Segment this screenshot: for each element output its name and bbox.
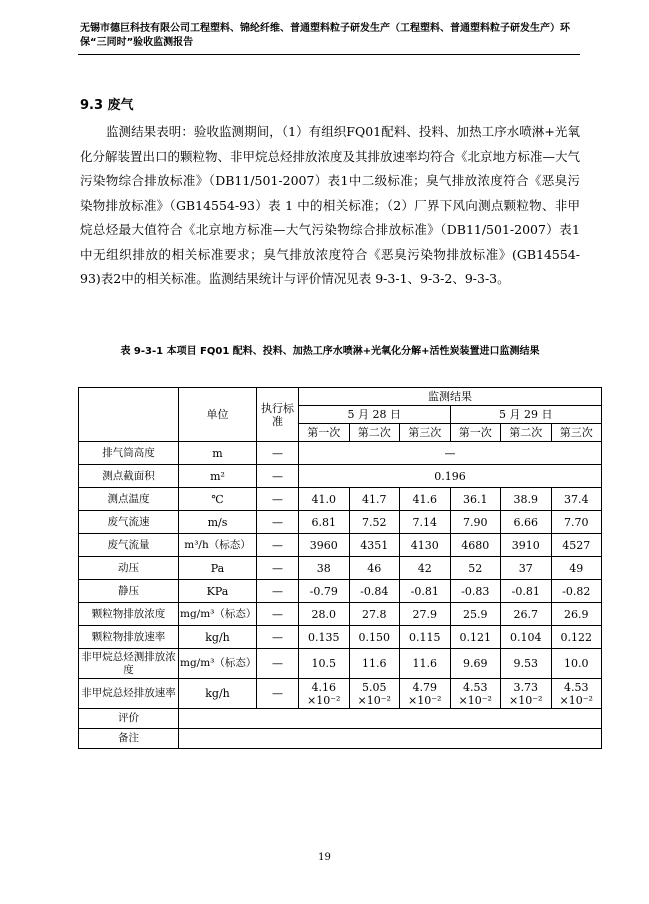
cell-value: 4.53 ×10⁻² [450, 679, 501, 709]
row-standard: — [257, 557, 299, 580]
run-header: 第一次 [299, 424, 350, 442]
cell-value: 26.9 [551, 603, 602, 626]
document-header: 无锡市德巨科技有限公司工程塑料、锦纶纤维、普通塑料粒子研发生产（工程塑料、普通塑料粒子研发生产）环保“三同时”验收监测报告 [80, 23, 570, 48]
corner-cell [79, 388, 179, 442]
cell-value: -0.81 [501, 580, 552, 603]
cell-value: 7.90 [450, 511, 501, 534]
cell-value: 11.6 [400, 649, 451, 679]
cell-value: 4.53 ×10⁻² [551, 679, 602, 709]
cell-value: 4680 [450, 534, 501, 557]
row-unit: KPa [179, 580, 257, 603]
cell-value: 41.0 [299, 488, 350, 511]
row-label: 测点截面积 [79, 465, 179, 488]
cell-value: 3960 [299, 534, 350, 557]
cell-value: 4351 [349, 534, 400, 557]
cell-value: 27.8 [349, 603, 400, 626]
cell-value: 11.6 [349, 649, 400, 679]
cell-value: 46 [349, 557, 400, 580]
table-row [79, 442, 602, 465]
cell-value: 3910 [501, 534, 552, 557]
cell-value: 0.150 [349, 626, 400, 649]
cell-value: -0.81 [400, 580, 451, 603]
unit-header: 单位 [179, 388, 257, 442]
cell-value: 9.69 [450, 649, 501, 679]
cell-value: 49 [551, 557, 602, 580]
cell-value: 0.104 [501, 626, 552, 649]
cell-value: 41.7 [349, 488, 400, 511]
row-standard: — [257, 488, 299, 511]
row-unit: m/s [179, 511, 257, 534]
table-row [79, 649, 602, 679]
row-label: 颗粒物排放浓度 [79, 603, 179, 626]
row-unit: Pa [179, 557, 257, 580]
row-label: 备注 [79, 729, 179, 749]
row-standard: — [257, 534, 299, 557]
table-row [79, 465, 602, 488]
cell-value: -0.79 [299, 580, 350, 603]
row-standard: — [257, 442, 299, 465]
row-label: 静压 [79, 580, 179, 603]
table-row [79, 626, 602, 649]
cell-value: 0.115 [400, 626, 451, 649]
row-standard: — [257, 580, 299, 603]
table-caption: 表 9-3-1 本项目 FQ01 配料、投料、加热工序水喷淋+光氧化分解+活性炭装置进口监测结果 [120, 346, 540, 357]
row-standard: — [257, 626, 299, 649]
cell-value: 7.14 [400, 511, 451, 534]
date-header-2: 5 月 29 日 [450, 406, 602, 424]
table-row [79, 729, 602, 749]
row-unit: m³/h（标态） [179, 534, 257, 557]
note-cell [179, 729, 602, 749]
cell-value: 25.9 [450, 603, 501, 626]
row-standard: — [257, 511, 299, 534]
cell-value: 4130 [400, 534, 451, 557]
row-label: 动压 [79, 557, 179, 580]
cell-value: 10.0 [551, 649, 602, 679]
cell-value: -0.83 [450, 580, 501, 603]
row-unit: kg/h [179, 626, 257, 649]
row-unit: m [179, 442, 257, 465]
run-header: 第二次 [349, 424, 400, 442]
cell-value: 28.0 [299, 603, 350, 626]
cell-value: 42 [400, 557, 451, 580]
table-row [79, 511, 602, 534]
cell-value: 38.9 [501, 488, 552, 511]
run-header: 第三次 [400, 424, 451, 442]
row-unit: kg/h [179, 679, 257, 709]
cell-value: 7.52 [349, 511, 400, 534]
cell-value: 37 [501, 557, 552, 580]
table-row [79, 580, 602, 603]
row-standard: — [257, 465, 299, 488]
row-standard: — [257, 679, 299, 709]
header-divider [78, 54, 580, 55]
cell-value: 27.9 [400, 603, 451, 626]
cell-value: 26.7 [501, 603, 552, 626]
row-label: 颗粒物排放速率 [79, 626, 179, 649]
table-row [79, 709, 602, 729]
results-header: 监测结果 [299, 388, 602, 406]
cell-value: 0.122 [551, 626, 602, 649]
cell-value: 10.5 [299, 649, 350, 679]
table-row [79, 603, 602, 626]
cell-value: 6.81 [299, 511, 350, 534]
row-unit: mg/m³（标态） [179, 603, 257, 626]
row-unit: ℃ [179, 488, 257, 511]
cell-value: 4.16 ×10⁻² [299, 679, 350, 709]
row-label: 排气筒高度 [79, 442, 179, 465]
table-row [79, 557, 602, 580]
run-header: 第二次 [501, 424, 552, 442]
cell-value: 4.79 ×10⁻² [400, 679, 451, 709]
standard-header: 执行标准 [257, 388, 299, 442]
cell-value: 3.73 ×10⁻² [501, 679, 552, 709]
row-label: 测点温度 [79, 488, 179, 511]
cell-value: 0.121 [450, 626, 501, 649]
monitoring-table [78, 387, 602, 749]
row-label: 废气流量 [79, 534, 179, 557]
date-header-1: 5 月 28 日 [299, 406, 451, 424]
row-label: 评价 [79, 709, 179, 729]
row-label: 非甲烷总烃测排放浓度 [79, 649, 179, 679]
cell-value: 41.6 [400, 488, 451, 511]
run-header: 第一次 [450, 424, 501, 442]
cell-value: 52 [450, 557, 501, 580]
row-standard: — [257, 603, 299, 626]
section-paragraph: 监测结果表明：验收监测期间，（1）有组织FQ01配料、投料、加热工序水喷淋+光氧化分解装置出口的颗粒物、非甲烷总烃排放浓度及其排放速率均符合《北京地方标准—大气污染物综合排放标准》（DB11/501-2007）表1中二级标准；臭气排放浓度符合《恶臭污染物排放标准》（GB14554-93）表 1 中的相关标准；（2）厂界下风向测点颗粒物、非甲烷总烃最大值符合《北京地方标准—大气污染物综合排放标准》（DB11/501-2007）表1中无组织排放的相关标准要求；臭气排放浓度符合《恶臭污染物排放标准》(GB14554-93)表2中的相关标准。监测结果统计与评价情况见表 9-3-1、9-3-2、9-3-3。 [80, 124, 581, 286]
row-standard: — [257, 649, 299, 679]
row-unit: m² [179, 465, 257, 488]
row-value: — [299, 442, 602, 465]
evaluation-cell [179, 709, 602, 729]
table-row [79, 534, 602, 557]
cell-value: 6.66 [501, 511, 552, 534]
cell-value: 4527 [551, 534, 602, 557]
cell-value: -0.84 [349, 580, 400, 603]
cell-value: 7.70 [551, 511, 602, 534]
cell-value: -0.82 [551, 580, 602, 603]
row-unit: mg/m³（标态） [179, 649, 257, 679]
page-number: 19 [318, 852, 331, 863]
cell-value: 9.53 [501, 649, 552, 679]
cell-value: 36.1 [450, 488, 501, 511]
table-row [79, 488, 602, 511]
row-label: 废气流速 [79, 511, 179, 534]
section-title: 9.3 废气 [80, 98, 134, 113]
cell-value: 37.4 [551, 488, 602, 511]
cell-value: 0.135 [299, 626, 350, 649]
run-header: 第三次 [551, 424, 602, 442]
row-value: 0.196 [299, 465, 602, 488]
table-row [79, 679, 602, 709]
cell-value: 5.05 ×10⁻² [349, 679, 400, 709]
cell-value: 38 [299, 557, 350, 580]
row-label: 非甲烷总烃排放速率 [79, 679, 179, 709]
